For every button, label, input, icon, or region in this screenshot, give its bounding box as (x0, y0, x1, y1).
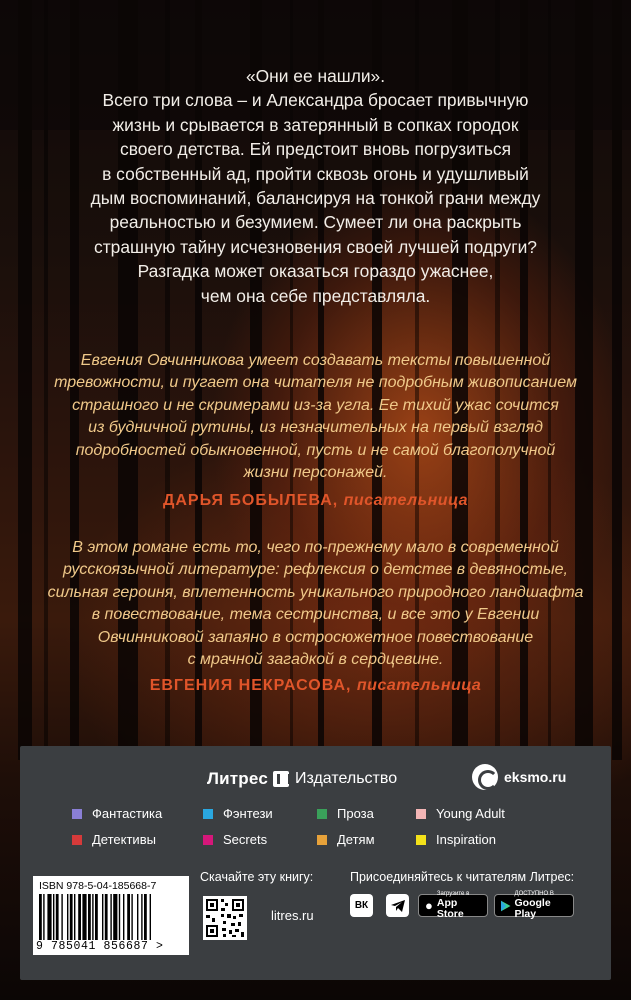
review-author-1 (40, 492, 591, 510)
genre-color-square (203, 809, 213, 819)
publisher-wordmark: Издательство (294, 770, 398, 787)
genre-label: Inspiration (436, 832, 496, 847)
litres-wordmark: Литрес (207, 769, 268, 788)
review-quote-1 (40, 350, 591, 484)
barcode-icon (39, 894, 183, 940)
genre-item (203, 806, 273, 821)
genre-color-square (317, 835, 327, 845)
appstore-big-text: App Store (436, 897, 464, 920)
genre-label: Детям (337, 832, 375, 847)
google-play-icon (501, 900, 511, 912)
blurb-line: реальностью и безумием. Сумеет ли она раскрыть (109, 212, 522, 233)
apple-icon: ● (425, 898, 433, 913)
review-line: русскоязычной литературе: рефлексия о детстве в девяностые, (63, 561, 568, 579)
author-role: писательница (343, 492, 469, 509)
blurb-line: страшную тайну исчезновения своей лучшей подруги? (94, 236, 537, 257)
author-name: ДАРЬЯ БОБЫЛЕВА, (162, 492, 339, 509)
telegram-button[interactable] (386, 894, 409, 917)
genre-color-square (72, 809, 82, 819)
blurb-line: чем она себе представляла. (200, 285, 431, 306)
review-line: из будничной рутины, из незначительных на первый взгляд (88, 419, 543, 437)
litres-link[interactable]: litres.ru (271, 908, 314, 923)
eksmo-url: eksmo.ru (504, 769, 567, 785)
genre-color-square (416, 835, 426, 845)
vk-icon: ВК (354, 900, 369, 911)
genre-item (317, 806, 374, 821)
genre-label: Детективы (92, 832, 156, 847)
review-line: с мрачной загадкой в сердцевине. (187, 651, 444, 669)
review-line: жизни персонажей. (243, 464, 388, 482)
genre-item (416, 832, 496, 847)
qr-code-icon[interactable] (203, 896, 247, 940)
google-play-button[interactable] (494, 891, 574, 920)
join-label: Присоединяйтесь к читателям Литрес: (350, 870, 575, 884)
vk-button[interactable] (350, 894, 373, 917)
genre-label: Фэнтези (223, 806, 273, 821)
annotation-text (40, 64, 591, 308)
isbn-barcode (33, 876, 189, 955)
download-label: Скачайте эту книгу: (200, 870, 314, 884)
blurb-line: в собственный ад, пройти сквозь огонь и удушливый (102, 163, 529, 184)
app-store-button[interactable] (418, 891, 488, 920)
genre-item (317, 832, 375, 847)
book-mark-icon (273, 771, 289, 787)
genre-color-square (72, 835, 82, 845)
author-name: ЕВГЕНИЯ НЕКРАСОВА, (149, 677, 352, 694)
genre-color-square (416, 809, 426, 819)
isbn-code: ISBN 978-5-04-185668-7 (39, 880, 157, 892)
review-line: сильная героиня, вплетенность уникального природного ландшафта (47, 583, 584, 601)
isbn-digits: 9 785041 856687 > (36, 940, 164, 953)
publisher-panel (20, 746, 611, 980)
genre-label: Secrets (223, 832, 268, 847)
eksmo-logo (472, 764, 566, 790)
litres-brand-logo (207, 768, 397, 790)
genre-item (416, 806, 505, 821)
blurb-line: Всего три слова – и Александра бросает привычную (102, 90, 529, 111)
review-author-2 (40, 677, 591, 695)
genre-color-square (203, 835, 213, 845)
review-line: в повествование, тема сестринства, и все это у Евгении (91, 606, 540, 624)
review-line: В этом романе есть то, чего по-прежнему мало в современной (72, 539, 559, 556)
blurb-line: дым воспоминаний, балансируя на тонкой грани между (90, 188, 541, 209)
appstore-small-text: Загрузите в (436, 891, 470, 897)
genre-label: Фантастика (92, 806, 163, 821)
gplay-small-text: ДОСТУПНО В (514, 891, 554, 897)
gplay-big-text: Google Play (514, 897, 551, 920)
review-line: Евгения Овчинникова умеет создавать тексты повышенной (80, 352, 551, 369)
genre-label: Проза (337, 806, 374, 821)
eksmo-e-icon (472, 764, 498, 790)
author-role: писательница (356, 677, 482, 694)
genre-item (72, 832, 156, 847)
review-line: тревожности, и пугает она читателя не подробным живописанием (54, 374, 577, 392)
review-line: подробностей обыкновенной, пусть и не самой благополучной (75, 441, 556, 459)
blurb-line: жизнь и срывается в затерянный в сопках городок (112, 114, 519, 135)
genre-item (72, 806, 162, 821)
review-line: Овчинниковой запаяно в остросюжетное повествование (97, 628, 534, 646)
genre-color-square (317, 809, 327, 819)
telegram-icon (391, 900, 405, 912)
genre-item (203, 832, 267, 847)
blurb-line: Разгадка может оказаться гораздо ужаснее, (137, 261, 494, 282)
blurb-line: своего детства. Ей предстоит вновь погрузиться (120, 139, 511, 160)
review-quote-2 (40, 537, 591, 671)
blurb-line: «Они ее нашли». (245, 66, 386, 86)
genre-label: Young Adult (436, 806, 505, 821)
review-line: страшного и не скримерами из-за угла. Ее тихий ужас сочится (72, 396, 559, 414)
